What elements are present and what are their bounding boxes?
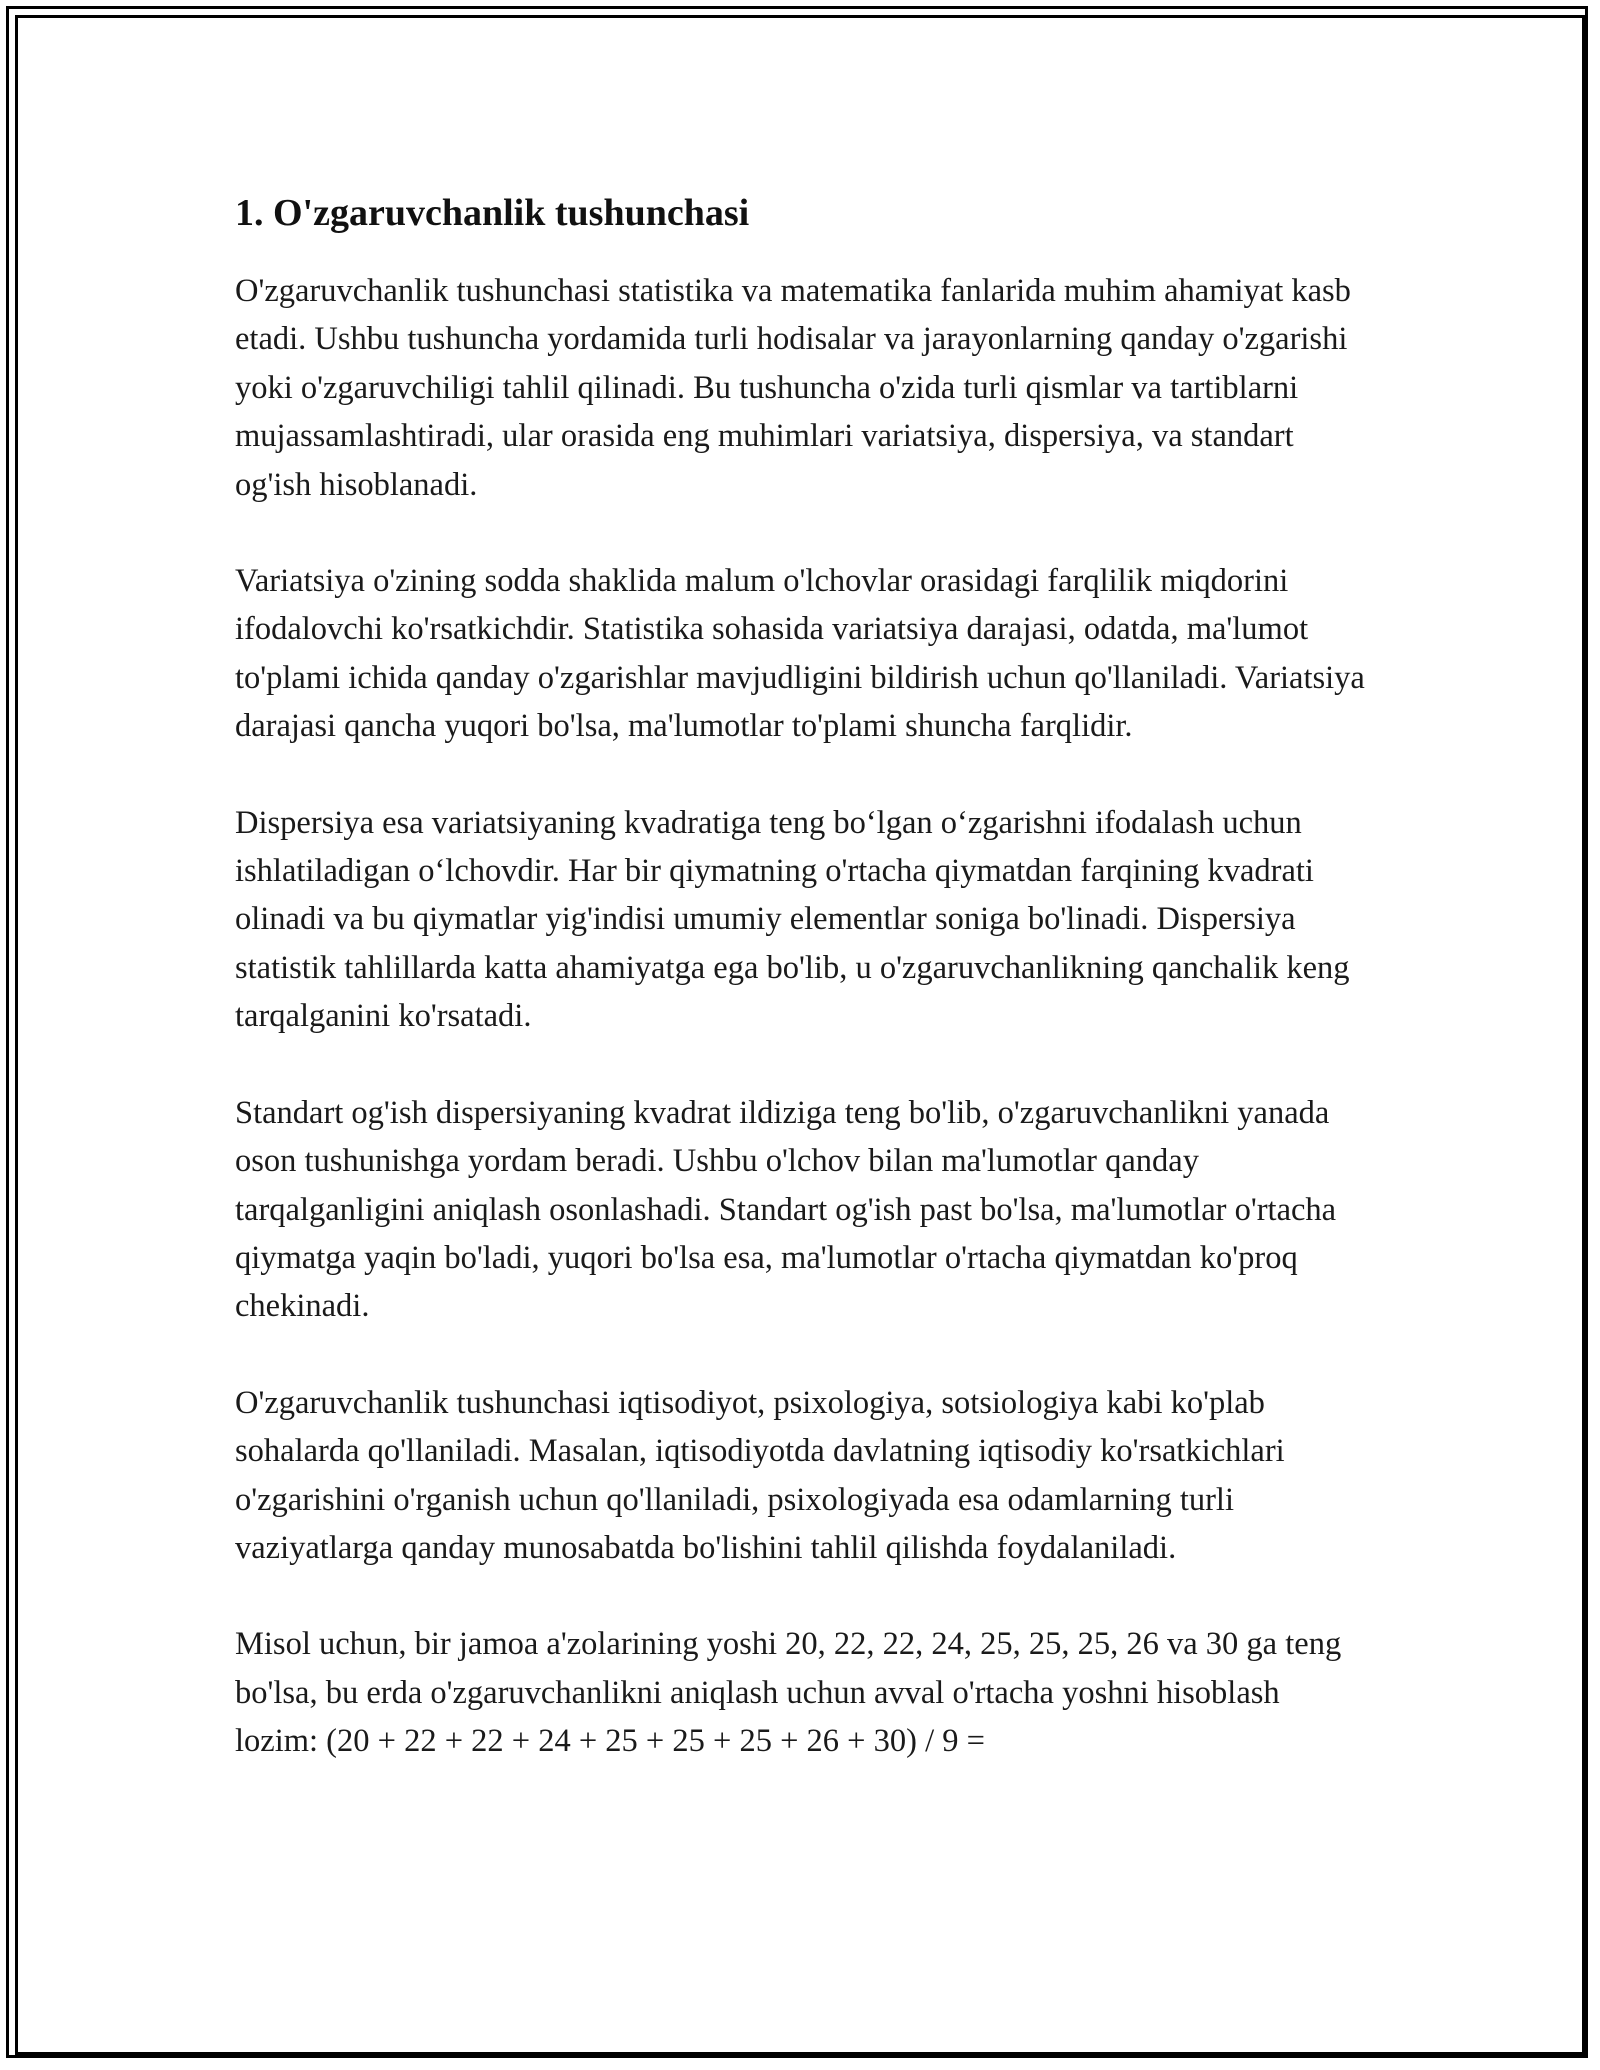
- document-body: [235, 186, 1365, 1814]
- paragraph-intro: O'zgaruvchanlik tushunchasi statistika va matematika fanlarida muhim ahamiyat kasb etadi. Ushbu tushuncha yordamida turli hodisalar va jarayonlarning qanday o'zgarishi yoki o'zgaruvchiligi tahlil qilinadi. Bu tushuncha o'zida turli qismlar va tartiblarni mujassamlashtiradi, ular orasida eng muhimlari variatsiya, dispersiya, va standart og'ish hisoblanadi.: [235, 273, 1351, 503]
- section-heading: 1. O'zgaruvchanlik tushunchasi: [235, 192, 750, 234]
- paragraph-variatsiya: Variatsiya o'zining sodda shaklida malum o'lchovlar orasidagi farqlilik miqdorini ifodalovchi ko'rsatkichdir. Statistika sohasida variatsiya darajasi, odatda, ma'lumot to'plami ichida qanday o'zgarishlar mavjudligini bildirish uchun qo'llaniladi. Variatsiya darajasi qancha yuqori bo'lsa, ma'lumotlar to'plami shuncha farqlidir.: [235, 563, 1365, 745]
- paragraph-applications: O'zgaruvchanlik tushunchasi iqtisodiyot, psixologiya, sotsiologiya kabi ko'plab sohalarda qo'llaniladi. Masalan, iqtisodiyotda davlatning iqtisodiy ko'rsatkichlari o'zgarishini o'rganish uchun qo'llaniladi, psixologiyada esa odamlarning turli vaziyatlarga qanday munosabatda bo'lishini tahlil qilishda foydalaniladi.: [235, 1384, 1285, 1566]
- paragraph-standart-ogish: Standart og'ish dispersiyaning kvadrat ildiziga teng bo'lib, o'zgaruvchanlikni yanada oson tushunishga yordam beradi. Ushbu o'lchov bilan ma'lumotlar qanday tarqalganligini aniqlash osonlashadi. Standart og'ish past bo'lsa, ma'lumotlar o'rtacha qiymatga yaqin bo'ladi, yuqori bo'lsa esa, ma'lumotlar o'rtacha qiymatdan ko'proq chekinadi.: [235, 1094, 1337, 1325]
- paragraph-example: Misol uchun, bir jamoa a'zolarining yoshi 20, 22, 22, 24, 25, 25, 25, 26 va 30 ga teng bo'lsa, bu erda o'zgaruvchanlikni aniqlash uchun avval o'rtacha yoshni hisoblash lozim: (20 + 22 + 22 + 24 + 25 + 25 + 25 + 26 + 30) / 9 =: [235, 1626, 1342, 1760]
- paragraph-dispersiya: Dispersiya esa variatsiyaning kvadratiga teng bo‘lgan o‘zgarishni ifodalash uchun ishlatiladigan o‘lchovdir. Har bir qiymatning o'rtacha qiymatdan farqining kvadrati olinadi va bu qiymatlar yig'indisi umumiy elementlar soniga bo'linadi. Dispersiya statistik tahlillarda katta ahamiyatga ega bo'lib, u o'zgaruvchanlikning qanchalik keng tarqalganini ko'rsatadi.: [235, 804, 1350, 1035]
